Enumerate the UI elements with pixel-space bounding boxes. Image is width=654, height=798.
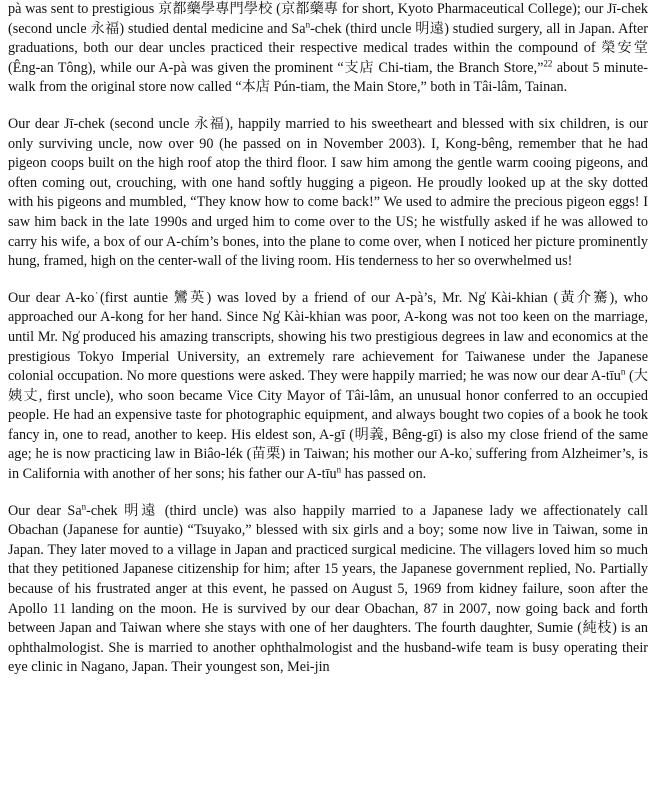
paragraph-2 bbox=[8, 115, 648, 272]
text-run: about 5 minute-walk from the original store now called “本店 Pún-tiam, the Main Store,” both in Tâi-lâm, Tainan. bbox=[8, 59, 648, 96]
paragraph-1 bbox=[8, 0, 648, 98]
document-page bbox=[8, 0, 648, 695]
text-run: Our dear Jī-chek (second uncle 永福), happily married to his sweetheart and blessed with six children, is our only surviving uncle, now over 90 (he passed on in November 2003). I, Kong-bêng, remember that he had pigeon coops built on the high roof atop the third floor. I saw him among the gentle warm cooing pigeons, and often coming out, crouching, with one hand softly hugging a pigeon. He proudly looked up at the sky dotted with his pigeons and mumbled, “They know how to come back!” We used to admire the precious pigeon eggs! I saw him back in the late 1990s and urged him to come over to the US; he wistfully asked if he was allowed to carry his wife, a box of our A-chím’s bones, into the plane to come over, when I noticed her picture prominently hung, framed, high on the center-wall of the living room. His tenderness to her so overwhelmed us! bbox=[8, 115, 648, 270]
text-run: (大姨丈, first uncle), who soon became Vice City Mayor of Tâi-lâm, an unusual honor conferred to an occupied people. He had an expensive taste for photographic equipment, and always bought two copies of a book he took fancy in, one to read, another to keep. His eldest son, A-gī (明義, Bêng-gī) is also my close friend of the same age; he is now practicing law in Biâo-lék (苗栗) in Taiwan; his mother our A-ko͘, suffering from Alzheimer’s, is in California with another of her sons; his father our A-tīu bbox=[8, 368, 648, 483]
text-run: pà was sent to prestigious 京都藥學專門學校 (京都藥專 for short, Kyoto Pharmaceutical College); our Jī-chek (second uncle 永福) studied dental medicine and Sa bbox=[8, 1, 648, 37]
superscript-n: n bbox=[620, 366, 626, 377]
footnote-marker[interactable]: 22 bbox=[543, 58, 553, 69]
text-run: -chek 明遠 (third uncle) was also happily married to a Japanese lady we affectionately call Obachan (Japanese for auntie) “Tsuyako,” blessed with six girls and a boy; some now live in Taiwan, some in Japan. They later moved to a village in Japan and practiced surgical medicine. The villagers loved him so much that they petitioned Japanese citizenship for him; after 15 years, the Japanese government replied, No. Partially because of his frustrated anger at this event, he passed on August 5, 1969 from kidney failure, soon after the Apollo 11 landing on the moon. He is survived by our dear Obachan, 87 in 2007, now going back and forth between Japan and Taiwan where she stays with one of her daughters. The fourth daughter, Sumie (純枝) is an ophthalmologist. She is married to another ophthalmologist and the husband-wife team is busy operating their eye clinic in Nagano, Japan. Their youngest son, Mei-jin bbox=[8, 502, 648, 676]
text-run: Our dear A-ko͘ (first auntie 鸞英) was loved by a friend of our A-pà’s, Mr. Ng̍ Kài-khian (黃介騫), who approached our A-kong for her hand. Since Ng̍ Kài-khian was poor, A-kong was not too keen on the marriage, until Mr. Ng̍ produced his amazing transcripts, showing his two prestigious degrees in law and economics at the prestigious Tokyo Imperial University, an extremely rare achievement for Taiwanese under the Japanese colonial occupation. No more questions were asked. They were happily married; he was now our dear A-tīu bbox=[8, 289, 648, 385]
superscript-n: n bbox=[336, 464, 342, 475]
superscript-n: n bbox=[81, 500, 87, 511]
text-run: has passed on. bbox=[341, 466, 427, 483]
text-run: Our dear Sa bbox=[8, 502, 82, 519]
superscript-n: n bbox=[305, 18, 311, 29]
text-run: -chek (third uncle 明遠) studied surgery, all in Japan. After graduations, both our dear uncles practiced their respective medical trades within the compound of 榮安堂 (Êng-an Tông), while our A-pà was given the prominent “支店 Chi-tiam, the Branch Store,” bbox=[8, 20, 648, 76]
paragraph-4 bbox=[8, 502, 648, 678]
paragraph-3 bbox=[8, 289, 648, 485]
